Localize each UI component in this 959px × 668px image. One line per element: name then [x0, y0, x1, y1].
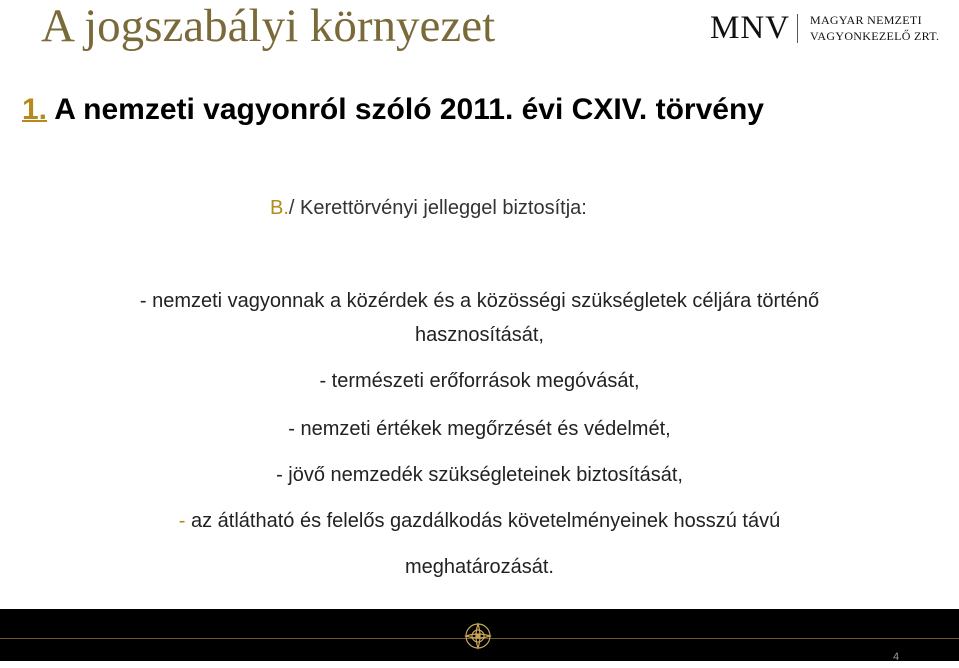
logo-divider: [797, 14, 798, 43]
heading-text: A nemzeti vagyonról szóló 2011. évi CXIV. törvény: [47, 93, 764, 126]
subtitle-prefix: B.: [270, 197, 289, 219]
item-transparent-management-cont: meghatározását.: [405, 556, 554, 578]
item-transparent-text: az átlátható és felelős gazdálkodás követelményeinek hosszú távú: [190, 510, 781, 532]
item-transparent-management: [0, 508, 959, 534]
slide-title: A jogszabályi környezet: [41, 0, 496, 52]
item-national-values: - nemzeti értékek megőrzését és védelmét,: [288, 418, 671, 440]
item-dash: -: [178, 510, 186, 532]
subtitle-text: / Kerettörvényi jelleggel biztosítja:: [288, 197, 587, 219]
item-public-interest: - nemzeti vagyonnak a közérdek és a közösségi szükségletek céljára történő: [139, 290, 820, 312]
page-number: 4: [893, 651, 900, 663]
heading-number: 1.: [22, 93, 48, 126]
item-natural-resources: - természeti erőforrások megóvását,: [319, 370, 640, 392]
logo-line-2: VAGYONKEZELŐ ZRT.: [810, 29, 940, 43]
logo-mnv-text: MNV: [710, 10, 791, 46]
ornament-icon: [463, 621, 493, 651]
item-public-interest-cont: hasznosítását,: [415, 324, 544, 346]
subtitle: [270, 195, 587, 221]
logo-line-1: MAGYAR NEMZETI: [810, 13, 922, 27]
item-future-generations: - jövő nemzedék szükségleteinek biztosítását,: [276, 464, 683, 486]
section-heading: [22, 90, 764, 130]
